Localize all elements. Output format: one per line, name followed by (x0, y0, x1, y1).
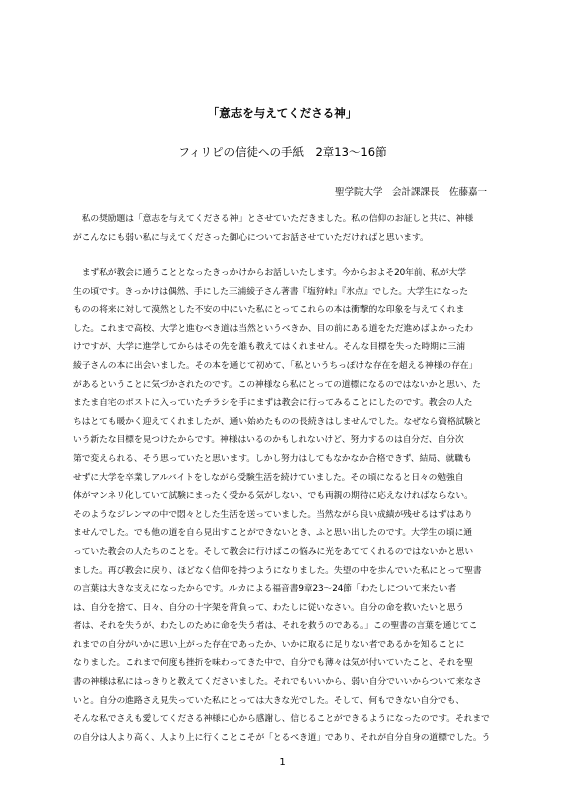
text-line: そんな私でさえも愛してくださる神様に心から感謝し、信じることができるようになったのです。それまで (73, 714, 490, 725)
text-line: 第で変えられる、そう思っていたと思います。しかし努力はしてもなかなか合格できず、結局、就職も (73, 453, 472, 464)
text-line: ちはとても暖かく迎えてくれましたが、通い始めたものの長続きはしませんでした。なぜなら資格試験と (73, 416, 482, 427)
document-title: 「意志を与えてくださる神」 (207, 106, 358, 120)
text-line: 者は、それを失うが、わたしのために命を失う者は、それを救うのである。」この聖書の言葉を通じてこ (73, 621, 478, 632)
intro-paragraph (73, 210, 503, 247)
text-line: 書の神様は私にはっきりと教えてくださいました。それでもいいから、弱い自分でいいからついて来なさ (73, 677, 482, 688)
text-line: いう新たな目標を見つけたからです。神様はいるのかもしれないけど、努力するのは自分だ、自分次 (73, 435, 464, 446)
text-line: っていた教会の人たちのことを。そして教会に行けばこの悩みに光をあててくれるのではないかと思い (73, 546, 474, 557)
text-line: ませんでした。でも他の道を自ら見出すことができないとき、ふと思い出したのです。大学生の頃に通 (73, 528, 473, 539)
text-line: ものの将来に対して漠然とした不安の中にいた私にとってこれらの本は衝撃的な印象を与えてくれま (73, 305, 465, 316)
text-line: れまでの自分がいかに思い上がった存在であったか、いかに取るに足りない者であるかを知ることに (73, 639, 465, 650)
text-line: 生の頃です。きっかけは偶然、手にした三浦綾子さん著書『塩狩峠』『氷点』でした。大学生になった (73, 286, 468, 297)
text-line: またま自宅のポストに入っていたチラシを手にまずは教会に行ってみることにしたのです。教会の人た (73, 398, 473, 409)
text-line: せずに大学を卒業しアルバイトをしながら受験生活を続けていました。その頃になると日々の勉強自 (73, 472, 464, 483)
text-line: がこんなにも弱い私に与えてくださった御心についてお話させていただければと思います。 (73, 232, 429, 243)
text-line: ました。再び教会に戻り、ほどなく信仰を持つようになりました。失望の中を歩んでいた私にとって聖書 (73, 565, 482, 576)
text-line: があるということに気づかされたのです。この神様なら私にとっての道標になるのではないかと思い、た (73, 379, 481, 390)
text-line: 私の奨励題は「意志を与えてくださる神」とさせていただきました。私の信仰のお証しと共に、神様 (73, 214, 474, 224)
text-line: 綾子さんの本に出会いました。その本を通じて初めて、「私というちっぽけな存在を超える神様の存在」 (73, 360, 478, 371)
body-paragraph (73, 264, 503, 747)
text-line: の言葉は大きな支えになったからです。ルカによる福音書9章23～24節「わたしについて来たい者 (73, 584, 457, 595)
page-number: 1 (279, 757, 286, 768)
author-line: 聖学院大学 会計課課長 佐藤嘉一 (334, 187, 487, 198)
text-line: まず私が教会に通うこととなったきっかけからお話しいたします。今からおよそ20年前、私が大学 (73, 268, 466, 278)
text-line: の自分は人より高く、人より上に行くことこそが「とるべき道」であり、それが自分自身の道標でした。う (73, 732, 491, 743)
text-line: なりました。これまで何度も挫折を味わってきた中で、自分でも薄々は気が付いていたこと、それを聖 (73, 658, 473, 669)
text-line: いと。自分の進路さえ見失っていた私にとっては大きな光でした。そして、何もできない自分でも、 (73, 695, 465, 706)
text-line: けですが、大学に進学してからはその先を誰も教えてはくれません。そんな目標を失った時期に三浦 (73, 342, 465, 353)
text-line: そのようなジレンマの中で悶々とした生活を送っていました。当然ながら良い成績が残せるはずはあり (73, 509, 473, 520)
text-line: 体がマンネリ化していて試験にまったく受かる気がしない、でも両親の期待に応えなければならない。 (73, 491, 473, 502)
text-line: は、自分を捨て、日々、自分の十字架を背負って、わたしに従いなさい。自分の命を救いたいと思う (73, 602, 465, 613)
text-line: した。これまで高校、大学と進むべき道は当然というべきか、目の前にある道をただ進めばよかったわ (73, 323, 474, 334)
scripture-reference: フィリピの信徒への手紙 2章13～16節 (178, 145, 387, 159)
